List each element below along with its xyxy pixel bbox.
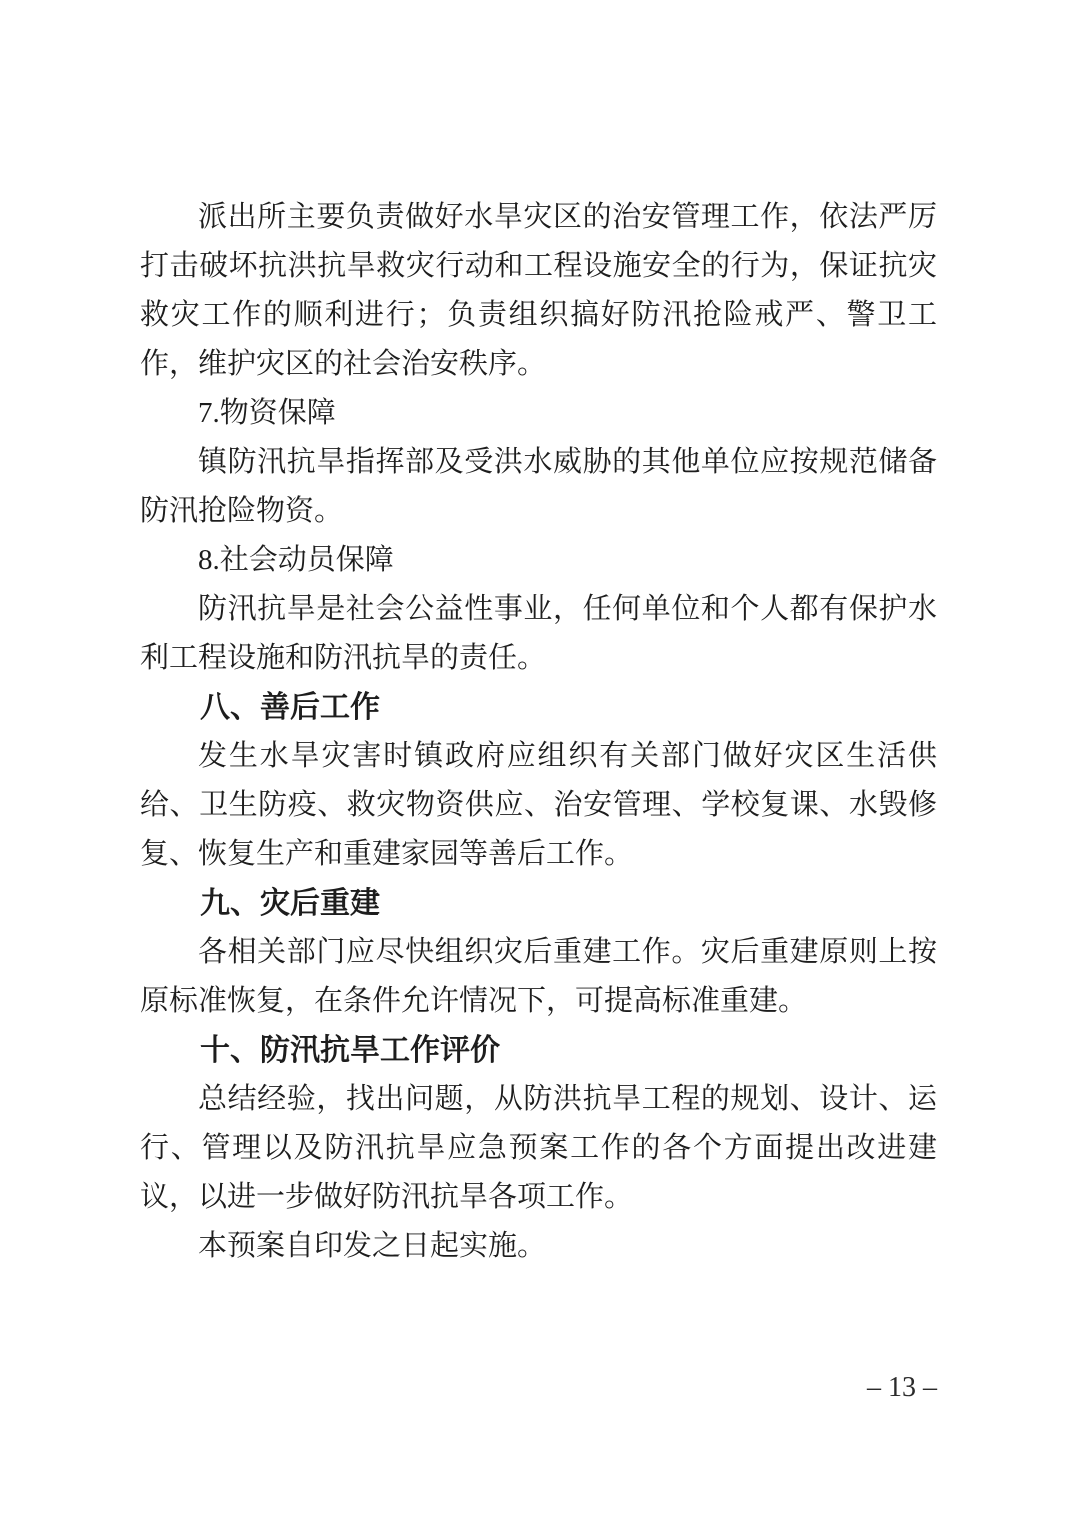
section-heading-post-disaster-reconstruction: 九、灾后重建 (200, 887, 380, 920)
subsection-heading-material-support: 7.物资保障 (198, 397, 336, 429)
paragraph-police-duties: 派出所主要负责做好水旱灾区的治安管理工作，依法严厉打击破坏抗洪抗旱救灾行动和工程设施安全的行为，保证抗灾救灾工作的顺利进行；负责组织搞好防汛抢险戒严、警卫工作，维护灾区的社会治安秩序。 (140, 201, 937, 380)
paragraph-work-evaluation: 总结经验，找出问题，从防洪抗旱工程的规划、设计、运行、管理以及防汛抗旱应急预案工作的各个方面提出改进建议，以进一步做好防汛抗旱各项工作。 (140, 1083, 937, 1213)
subsection-heading-social-mobilization: 8.社会动员保障 (198, 544, 394, 576)
paragraph-social-mobilization: 防汛抗旱是社会公益性事业，任何单位和个人都有保护水利工程设施和防汛抗旱的责任。 (140, 593, 937, 674)
paragraph-aftermath-work: 发生水旱灾害时镇政府应组织有关部门做好灾区生活供给、卫生防疫、救灾物资供应、治安管理、学校复课、水毁修复、恢复生产和重建家园等善后工作。 (140, 740, 937, 870)
document-body (140, 193, 937, 1271)
paragraph-implementation-date: 本预案自印发之日起实施。 (198, 1230, 547, 1262)
section-heading-work-evaluation: 十、防汛抗旱工作评价 (200, 1034, 500, 1067)
section-heading-aftermath-work: 八、善后工作 (200, 691, 380, 724)
footer-page-number: – 13 – (867, 1372, 937, 1403)
paragraph-post-disaster-reconstruction: 各相关部门应尽快组织灾后重建工作。灾后重建原则上按原标准恢复，在条件允许情况下，可提高标准重建。 (140, 936, 937, 1017)
paragraph-material-support: 镇防汛抗旱指挥部及受洪水威胁的其他单位应按规范储备防汛抢险物资。 (140, 446, 937, 527)
